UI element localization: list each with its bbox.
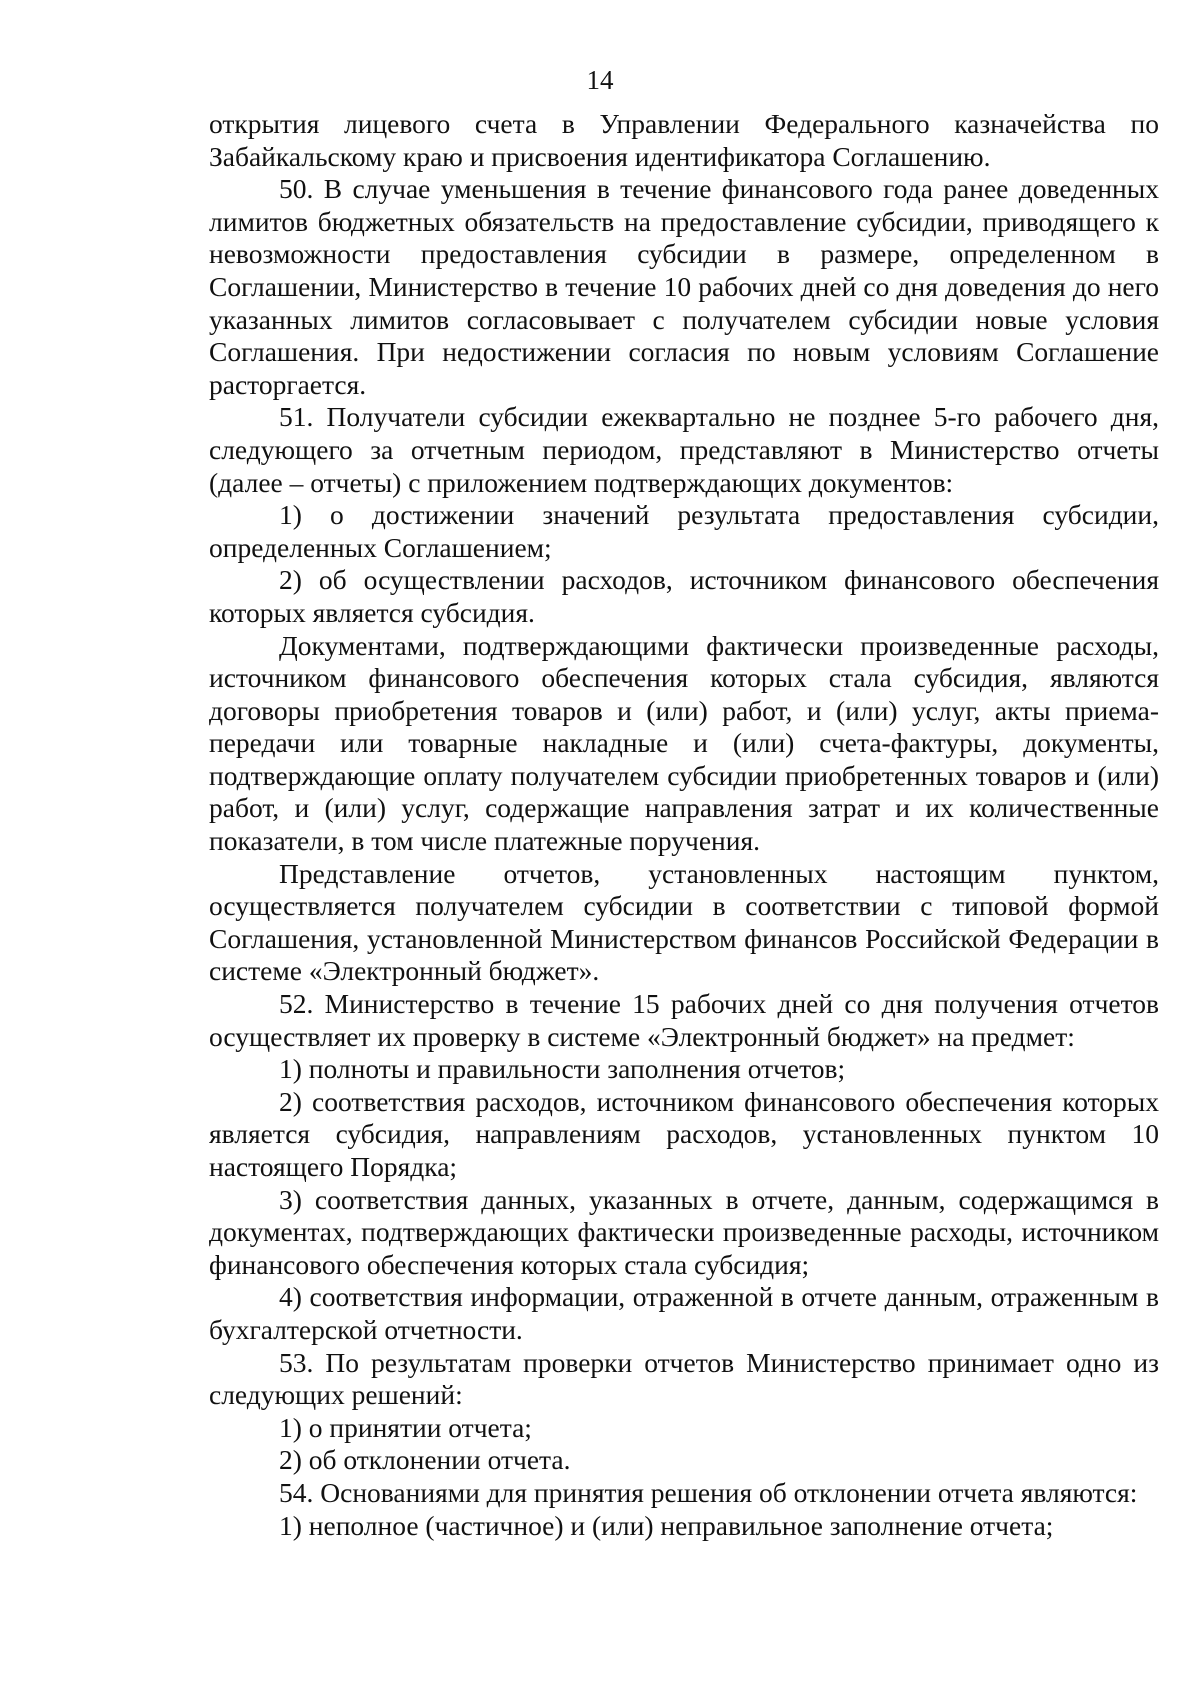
paragraph-item-52: 52. Министерство в течение 15 рабочих дней со дня получения отчетов осуществляет их проверку в системе «Электронный бюджет» на предмет:	[209, 988, 1159, 1052]
paragraph-continuation: открытия лицевого счета в Управлении Федерального казначейства по Забайкальскому краю и присвоения идентификатора Соглашению.	[209, 108, 1159, 172]
paragraph-52-subitem-2: 2) соответствия расходов, источником финансового обеспечения которых является субсидия, направлениям расходов, установленных пунктом 10 настоящего Порядка;	[209, 1085, 1159, 1182]
paragraph-report-submission: Представление отчетов, установленных настоящим пунктом, осуществляется получателем субсидии в соответствии с типовой формой Соглашения, установленной Министерством финансов Российской Федерации в системе «Электронный бюджет».	[209, 857, 1159, 987]
paragraph-52-subitem-3: 3) соответствия данных, указанных в отчете, данным, содержащимся в документах, подтверждающих фактически произведенные расходы, источником финансового обеспечения которых стала субсидия;	[209, 1183, 1159, 1280]
paragraph-51-subitem-2: 2) об осуществлении расходов, источником финансового обеспечения которых является субсидия.	[209, 564, 1159, 628]
paragraph-item-51: 51. Получатели субсидии ежеквартально не позднее 5-го рабочего дня, следующего за отчетным периодом, представляют в Министерство отчеты (далее – отчеты) с приложением подтверждающих документов:	[209, 401, 1159, 498]
paragraph-item-50: 50. В случае уменьшения в течение финансового года ранее доведенных лимитов бюджетных обязательств на предоставление субсидии, приводящего к невозможности предоставления субсидии в размере, определенном в Соглашении, Министерство в течение 10 рабочих дней со дня доведения до него указанных лимитов согласовывает с получателем субсидии новые условия Соглашения. При недостижении согласия по новым условиям Соглашение расторгается.	[209, 173, 1159, 400]
page-number: 14	[586, 65, 614, 95]
paragraph-52-subitem-1: 1) полноты и правильности заполнения отчетов;	[279, 1053, 846, 1085]
paragraph-item-53: 53. По результатам проверки отчетов Министерство принимает одно из следующих решений:	[209, 1346, 1159, 1411]
paragraph-54-subitem-1: 1) неполное (частичное) и (или) неправильное заполнение отчета;	[279, 1509, 1054, 1541]
paragraph-supporting-documents: Документами, подтверждающими фактически произведенные расходы, источником финансового обеспечения которых стала субсидия, являются договоры приобретения товаров и (или) работ, и (или) услуг, акты приема-передачи или товарные накладные и (или) счета-фактуры, документы, подтверждающие оплату получателем субсидии приобретенных товаров и (или) работ, и (или) услуг, содержащие направления затрат и их количественные показатели, в том числе платежные поручения.	[209, 629, 1159, 857]
paragraph-53-subitem-2: 2) об отклонении отчета.	[279, 1444, 571, 1476]
paragraph-item-54: 54. Основаниями для принятия решения об отклонении отчета являются:	[279, 1476, 1138, 1508]
paragraph-52-subitem-4: 4) соответствия информации, отраженной в отчете данным, отраженным в бухгалтерской отчетности.	[209, 1281, 1159, 1345]
paragraph-51-subitem-1: 1) о достижении значений результата предоставления субсидии, определенных Соглашением;	[209, 499, 1159, 563]
paragraph-53-subitem-1: 1) о принятии отчета;	[279, 1411, 532, 1443]
document-body	[209, 108, 1159, 1542]
